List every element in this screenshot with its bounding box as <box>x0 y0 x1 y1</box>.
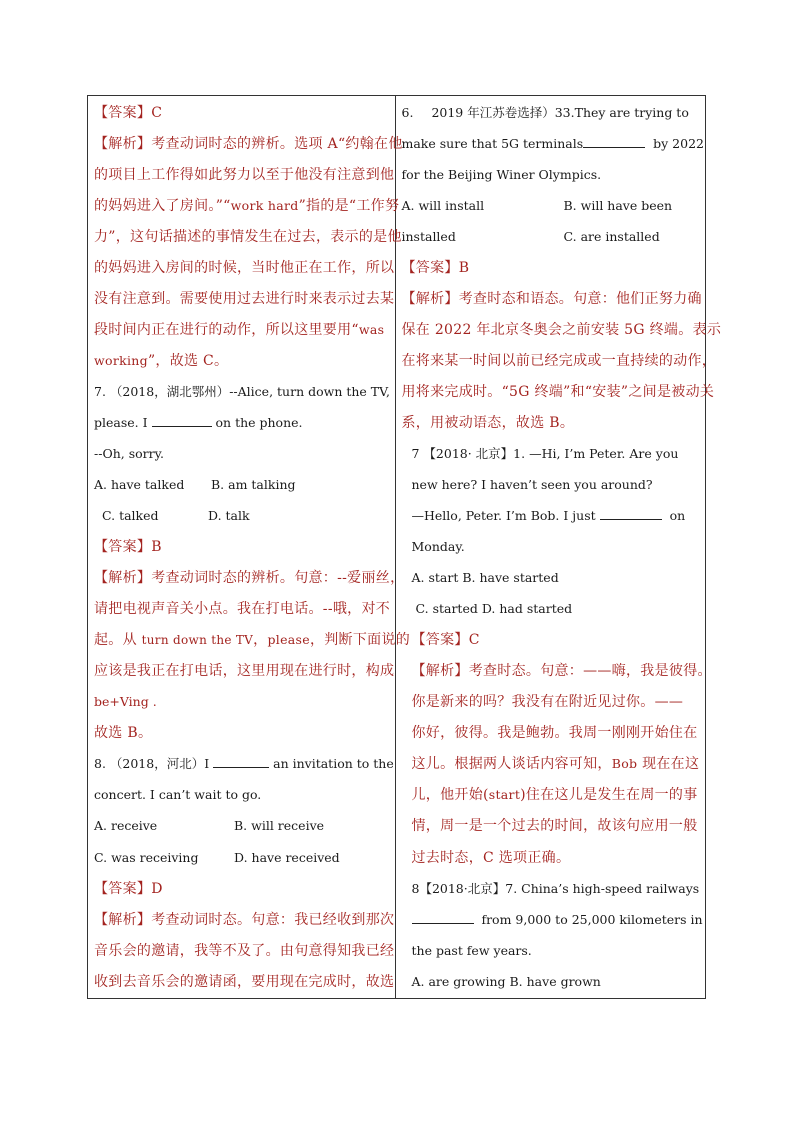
option-b: B. will receive <box>234 818 325 833</box>
explanation-line: 应该是我正在打电话，这里用现在进行时，构成 <box>94 663 395 679</box>
option-d: D. talk <box>208 508 250 523</box>
question-stem: Monday. <box>411 539 465 554</box>
options-row: A. are growing B. have grown <box>411 974 601 989</box>
option-a: A. will install <box>401 198 485 213</box>
question-stem: --Oh, sorry. <box>94 446 164 461</box>
explanation-line: 保在 2022 年北京冬奥会之前安装 5G 终端。表示 <box>401 322 722 338</box>
question-stem: please. I on the phone. <box>94 415 303 430</box>
option-c: C. are installed <box>563 229 660 244</box>
explanation-line: 【解析】考查动词时态。句意：我已经收到那次 <box>94 912 395 928</box>
option-d: D. have received <box>234 850 340 865</box>
explanation-line: 情，周一是一个过去的时间，故该句应用一般 <box>411 818 698 834</box>
option-c: C. was receiving <box>94 850 199 865</box>
options-row: A. start B. have started <box>411 570 559 585</box>
explanation-line: 你是新来的吗？我没有在附近见过你。—— <box>411 694 684 710</box>
question-stem: make sure that 5G terminals by 2022 <box>401 136 704 151</box>
question-stem: 7. （2018，湖北鄂州）--Alice, turn down the TV, <box>94 384 390 399</box>
question-stem: 8【2018·北京】7. China’s high-speed railways <box>411 881 700 896</box>
option-b: B. am talking <box>211 477 296 492</box>
options-row: C. started D. had started <box>415 601 573 616</box>
question-stem: for the Beijing Winer Olympics. <box>401 167 602 182</box>
explanation-line: 用将来完成时。“5G 终端”和“安装”之间是被动关 <box>401 384 715 400</box>
explanation-line: 没有注意到。需要使用过去进行时来表示过去某 <box>94 291 395 307</box>
left-column <box>88 96 411 998</box>
answer-blank <box>583 135 645 148</box>
question-stem: new here? I haven’t seen you around? <box>411 477 653 492</box>
option-a: A. receive <box>94 818 158 833</box>
explanation-line: 在将来某一时间以前已经完成或一直持续的动作， <box>401 353 717 369</box>
right-column <box>396 96 722 998</box>
answer-blank <box>600 507 662 520</box>
explanation-line: 音乐会的邀请，我等不及了。由句意得知我已经 <box>94 943 395 959</box>
explanation-line: 【解析】考查时态和语态。句意：他们正努力确 <box>401 291 702 307</box>
explanation-line: 【解析】考查动词时态的辨析。选项 A“约翰在他 <box>94 136 403 152</box>
explanation-line: 的妈妈进入了房间。”“work hard”指的是“工作努 <box>94 198 400 214</box>
explanation-line: 【解析】考查动词时态的辨析。句意：--爱丽丝， <box>94 570 405 586</box>
explanation-line: 儿，他开始(start)住在这儿是发生在周一的事 <box>411 787 698 803</box>
explanation-line: 这儿。根据两人谈话内容可知，Bob 现在在这 <box>411 756 700 772</box>
explanation-line: 过去时态，C 选项正确。 <box>411 850 571 866</box>
explanation-line: 系，用被动语态，故选 B。 <box>401 415 575 431</box>
explanation-line: 收到去音乐会的邀请函，要用现在完成时，故选 <box>94 974 395 990</box>
option-c: C. talked <box>102 508 159 523</box>
explanation-line: working”，故选 C。 <box>94 353 229 369</box>
explanation-line: 故选 B。 <box>94 725 153 741</box>
answer-blank <box>213 755 269 768</box>
answer-blank <box>412 911 474 924</box>
question-table <box>87 95 722 999</box>
answer-label: 【答案】C <box>94 105 163 121</box>
option-a: A. have talked <box>94 477 185 492</box>
answer-blank <box>152 414 212 427</box>
explanation-line: 你好，彼得。我是鲍勃。我周一刚刚开始住在 <box>411 725 698 741</box>
explanation-line: 力”，这句话描述的事情发生在过去，表示的是他 <box>94 229 402 245</box>
option-b: B. will have been <box>563 198 673 213</box>
question-stem: —Hello, Peter. I’m Bob. I just on <box>411 508 686 523</box>
answer-label: 【答案】B <box>401 260 470 276</box>
answer-label: 【答案】D <box>94 881 163 897</box>
explanation-line: 段时间内正在进行的动作，所以这里要用“was <box>94 322 385 338</box>
explanation-line: 请把电视声音关小点。我在打电话。--哦，对不 <box>94 601 391 617</box>
explanation-line: 【解析】考查时态。句意：——嗨，我是彼得。 <box>411 663 712 679</box>
question-stem: 7 【2018· 北京】1. —Hi, I’m Peter. Are you <box>411 446 679 461</box>
option-b-cont: installed <box>401 229 456 244</box>
question-stem: 6. 2019 年江苏卷选择）33.They are trying to <box>401 105 689 120</box>
answer-label: 【答案】B <box>94 539 162 555</box>
question-stem: from 9,000 to 25,000 kilometers in <box>412 910 703 930</box>
question-stem: the past few years. <box>411 943 532 958</box>
question-stem: concert. I can’t wait to go. <box>94 787 262 802</box>
question-stem: 8. （2018，河北）I an invitation to the <box>94 756 394 771</box>
explanation-line: 起。从 turn down the TV，please，判断下面说的 <box>94 632 411 648</box>
explanation-line: 的妈妈进入房间的时候，当时他正在工作，所以 <box>94 260 395 276</box>
answer-label: 【答案】C <box>411 632 480 648</box>
explanation-line: 的项目上工作得如此努力以至于他没有注意到他 <box>94 167 395 183</box>
explanation-line: be+Ving . <box>94 694 157 709</box>
